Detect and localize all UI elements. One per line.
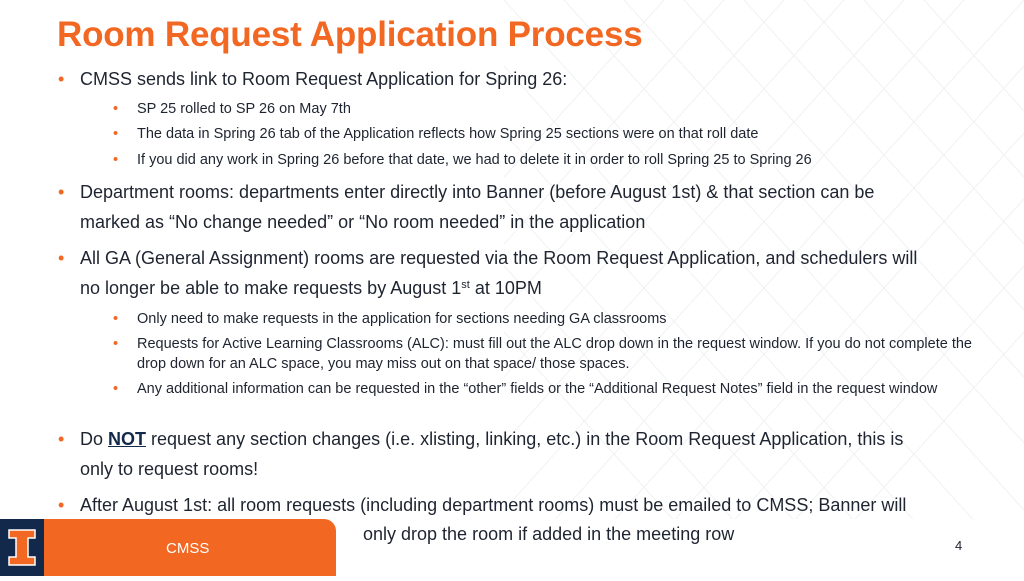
sub-bullet-3-3 — [113, 379, 983, 399]
bullet-text: Requests for Active Learning Classrooms (ALC): must fill out the ALC drop down in the request window. If you do not complete the drop down for an ALC space, you may miss out on that space/ those spaces. — [137, 336, 972, 372]
bullet-glyph: • — [113, 126, 119, 142]
bullet-text: Any additional information can be requested in the “other” fields or the “Additional Request Notes” field in the request window — [137, 381, 938, 397]
bullet-text-line-2: only to request rooms! — [80, 459, 259, 479]
bullet-text-line-1: All GA (General Assignment) rooms are requested via the Room Request Application, and schedulers will — [80, 248, 918, 268]
bullet-glyph: • — [58, 69, 65, 89]
bullet-text-part: Do — [80, 429, 109, 449]
bullet-4 — [58, 424, 988, 484]
footer-label: CMSS — [166, 540, 210, 557]
bullet-text: If you did any work in Spring 26 before that date, we had to delete it in order to roll Spring 25 to Spring 26 — [137, 152, 812, 168]
emphasis-not: NOT — [108, 429, 147, 449]
block-i-icon — [0, 519, 44, 576]
bullet-text-line-2 — [58, 273, 988, 303]
bullet-text-part: request any section changes (i.e. xlisting, linking, etc.) in the Room Request Application, this is — [146, 429, 904, 449]
bullet-5 — [58, 490, 988, 520]
bullet-text-line-1 — [58, 424, 988, 454]
bullet-2 — [58, 177, 988, 237]
bullet-text-part: at 10PM — [469, 278, 542, 298]
page-number: 4 — [955, 538, 963, 553]
bullet-glyph: • — [58, 429, 65, 449]
bullet-5-line-2: only drop the room if added in the meeting row — [363, 524, 735, 544]
bullet-glyph: • — [113, 101, 119, 117]
bullet-text: SP 25 rolled to SP 26 on May 7th — [137, 101, 351, 117]
sub-bullet-1-3 — [113, 150, 983, 170]
sub-bullet-1-2 — [113, 124, 983, 144]
sub-bullet-3-2 — [113, 334, 983, 374]
bullet-glyph: • — [113, 336, 119, 352]
bullet-text-line-1: After August 1st: all room requests (including department rooms) must be emailed to CMSS; Banner will — [80, 495, 907, 515]
sub-bullet-1-1 — [113, 99, 983, 119]
bullet-text: Only need to make requests in the application for sections needing GA classrooms — [137, 311, 667, 327]
bullet-1 — [58, 64, 988, 94]
bullet-text-line-2: marked as “No change needed” or “No room needed” in the application — [80, 212, 646, 232]
bullet-glyph: • — [113, 381, 119, 397]
university-logo — [0, 519, 44, 576]
bullet-3 — [58, 243, 988, 303]
bullet-text: The data in Spring 26 tab of the Application reflects how Spring 25 sections were on that roll date — [137, 126, 759, 142]
slide-title: Room Request Application Process — [57, 15, 643, 54]
bullet-text-line-1: Department rooms: departments enter directly into Banner (before August 1st) & that section can be — [80, 182, 875, 202]
bullet-glyph: • — [58, 248, 65, 268]
ordinal-suffix: st — [461, 279, 470, 291]
bullet-text: CMSS sends link to Room Request Application for Spring 26: — [80, 69, 568, 89]
bullet-glyph: • — [58, 495, 65, 515]
sub-bullet-3-1 — [113, 309, 983, 329]
bullet-text-part: no longer be able to make requests by August 1 — [80, 278, 462, 298]
bullet-glyph: • — [113, 311, 119, 327]
bullet-glyph: • — [58, 182, 65, 202]
bullet-glyph: • — [113, 152, 119, 168]
